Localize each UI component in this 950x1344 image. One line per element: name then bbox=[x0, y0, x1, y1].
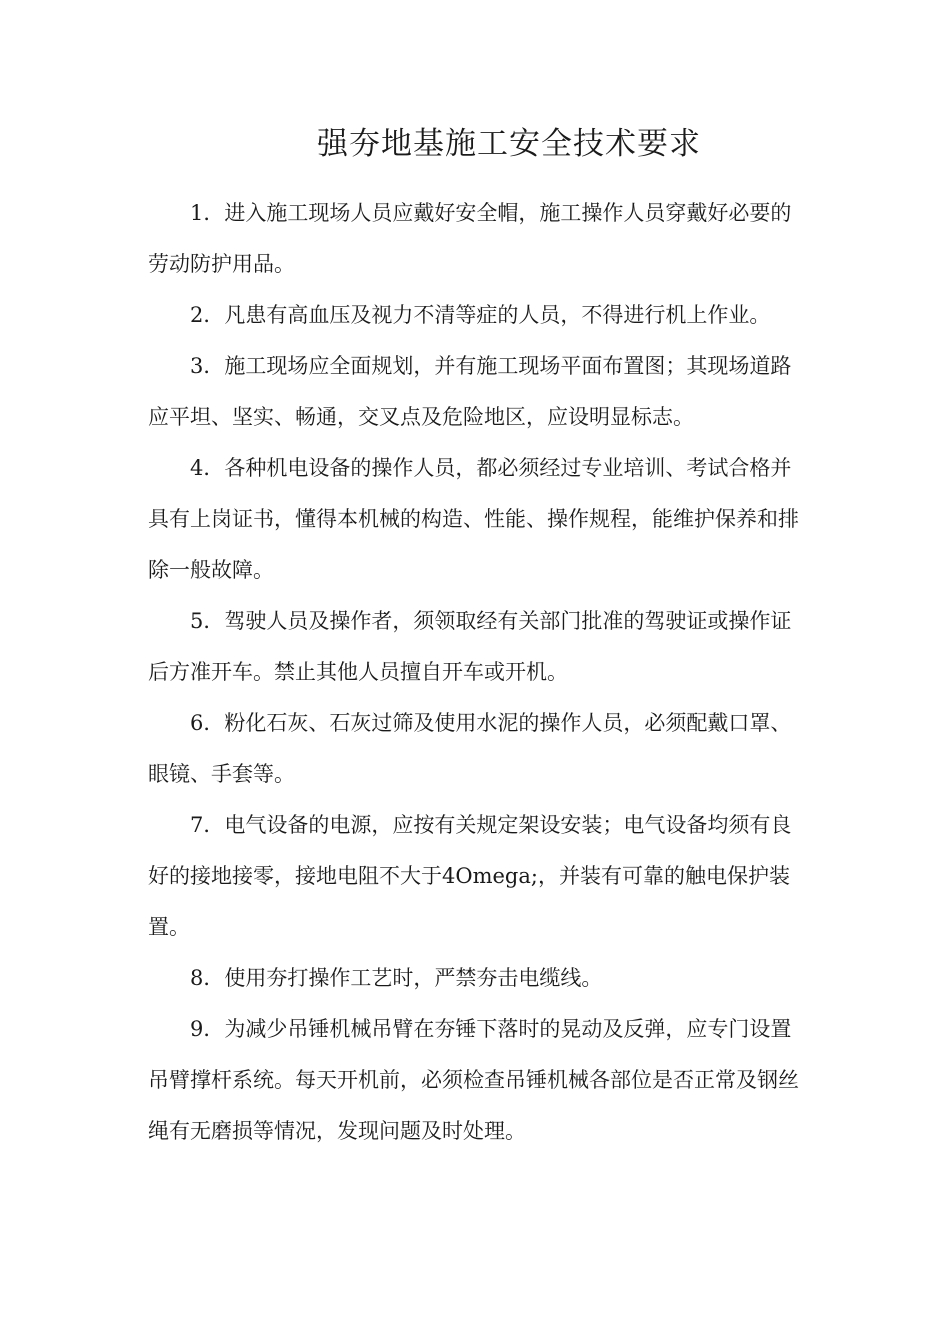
paragraph-7: 7．电气设备的电源，应按有关规定架设安装；电气设备均须有良好的接地接零，接地电阻不大于4Omega;，并装有可靠的触电保护装置。 bbox=[148, 813, 792, 939]
paragraph-8: 8．使用夯打操作工艺时，严禁夯击电缆线。 bbox=[190, 966, 603, 990]
paragraph-1: 1．进入施工现场人员应戴好安全帽，施工操作人员穿戴好必要的劳动防护用品。 bbox=[148, 201, 792, 276]
paragraph-6: 6．粉化石灰、石灰过筛及使用水泥的操作人员，必须配戴口罩、眼镜、手套等。 bbox=[148, 711, 792, 786]
paragraph-2: 2．凡患有高血压及视力不清等症的人员，不得进行机上作业。 bbox=[190, 303, 771, 327]
paragraph-3: 3．施工现场应全面规划，并有施工现场平面布置图；其现场道路应平坦、坚实、畅通，交叉点及危险地区，应设明显标志。 bbox=[148, 354, 792, 429]
paragraph-5: 5．驾驶人员及操作者，须领取经有关部门批准的驾驶证或操作证后方准开车。禁止其他人员擅自开车或开机。 bbox=[148, 609, 792, 684]
document-body bbox=[148, 188, 803, 1157]
document-title: 强夯地基施工安全技术要求 bbox=[317, 126, 701, 162]
paragraph-4: 4．各种机电设备的操作人员，都必须经过专业培训、考试合格并具有上岗证书，懂得本机械的构造、性能、操作规程，能维护保养和排除一般故障。 bbox=[148, 456, 799, 582]
paragraph-9: 9．为减少吊锤机械吊臂在夯锤下落时的晃动及反弹，应专门设置吊臂撑杆系统。每天开机前，必须检查吊锤机械各部位是否正常及钢丝绳有无磨损等情况，发现问题及时处理。 bbox=[148, 1017, 799, 1143]
